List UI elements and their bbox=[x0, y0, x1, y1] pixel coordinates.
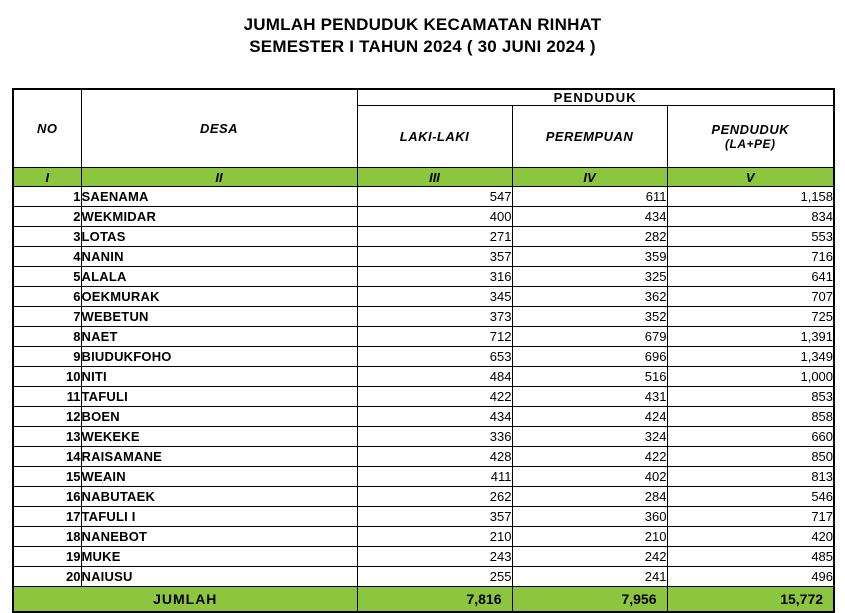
cell-total: 660 bbox=[667, 427, 834, 447]
cell-desa: MUKE bbox=[81, 547, 357, 567]
cell-no: 3 bbox=[13, 227, 81, 247]
table-row bbox=[13, 547, 834, 567]
cell-no: 4 bbox=[13, 247, 81, 267]
table-row bbox=[13, 227, 834, 247]
cell-perempuan: 434 bbox=[512, 207, 667, 227]
cell-no: 18 bbox=[13, 527, 81, 547]
cell-no: 13 bbox=[13, 427, 81, 447]
table-row bbox=[13, 187, 834, 207]
roman-no: I bbox=[13, 168, 81, 187]
header-penduduk-group: PENDUDUK bbox=[357, 89, 834, 106]
cell-laki-laki: 400 bbox=[357, 207, 512, 227]
cell-desa: WEKEKE bbox=[81, 427, 357, 447]
cell-total: 641 bbox=[667, 267, 834, 287]
cell-no: 11 bbox=[13, 387, 81, 407]
cell-laki-laki: 712 bbox=[357, 327, 512, 347]
population-table-container bbox=[12, 88, 833, 613]
header-row-1 bbox=[13, 89, 834, 106]
cell-laki-laki: 316 bbox=[357, 267, 512, 287]
cell-perempuan: 696 bbox=[512, 347, 667, 367]
document-title bbox=[0, 0, 845, 58]
title-line-1: JUMLAH PENDUDUK KECAMATAN RINHAT bbox=[243, 15, 602, 34]
cell-no: 20 bbox=[13, 567, 81, 587]
cell-desa: NANIN bbox=[81, 247, 357, 267]
cell-total: 853 bbox=[667, 387, 834, 407]
cell-perempuan: 362 bbox=[512, 287, 667, 307]
cell-desa: WEBETUN bbox=[81, 307, 357, 327]
cell-laki-laki: 411 bbox=[357, 467, 512, 487]
cell-total: 1,000 bbox=[667, 367, 834, 387]
header-total-sub: (LA+PE) bbox=[725, 137, 776, 151]
cell-laki-laki: 428 bbox=[357, 447, 512, 467]
table-footer bbox=[13, 587, 834, 613]
cell-laki-laki: 357 bbox=[357, 507, 512, 527]
table-row bbox=[13, 327, 834, 347]
cell-desa: NITI bbox=[81, 367, 357, 387]
header-total-main: PENDUDUK bbox=[711, 122, 790, 137]
cell-perempuan: 325 bbox=[512, 267, 667, 287]
table-row bbox=[13, 207, 834, 227]
cell-perempuan: 516 bbox=[512, 367, 667, 387]
cell-desa: OEKMURAK bbox=[81, 287, 357, 307]
cell-no: 1 bbox=[13, 187, 81, 207]
cell-desa: BOEN bbox=[81, 407, 357, 427]
cell-perempuan: 431 bbox=[512, 387, 667, 407]
cell-no: 12 bbox=[13, 407, 81, 427]
roman-perempuan: IV bbox=[512, 168, 667, 187]
cell-total: 1,391 bbox=[667, 327, 834, 347]
table-row bbox=[13, 467, 834, 487]
cell-desa: BIUDUKFOHO bbox=[81, 347, 357, 367]
cell-total: 546 bbox=[667, 487, 834, 507]
table-row bbox=[13, 267, 834, 287]
header-no: NO bbox=[13, 89, 81, 168]
cell-laki-laki: 484 bbox=[357, 367, 512, 387]
cell-laki-laki: 547 bbox=[357, 187, 512, 207]
cell-total: 850 bbox=[667, 447, 834, 467]
cell-laki-laki: 434 bbox=[357, 407, 512, 427]
cell-desa: TAFULI bbox=[81, 387, 357, 407]
cell-laki-laki: 243 bbox=[357, 547, 512, 567]
cell-no: 10 bbox=[13, 367, 81, 387]
cell-no: 15 bbox=[13, 467, 81, 487]
table-row bbox=[13, 367, 834, 387]
table-row bbox=[13, 307, 834, 327]
total-laki: 7,816 bbox=[357, 587, 512, 613]
cell-desa: WEKMIDAR bbox=[81, 207, 357, 227]
table-header bbox=[13, 89, 834, 187]
cell-perempuan: 424 bbox=[512, 407, 667, 427]
header-laki-laki: LAKI-LAKI bbox=[357, 106, 512, 168]
cell-perempuan: 402 bbox=[512, 467, 667, 487]
cell-total: 858 bbox=[667, 407, 834, 427]
cell-laki-laki: 210 bbox=[357, 527, 512, 547]
header-perempuan: PEREMPUAN bbox=[512, 106, 667, 168]
cell-laki-laki: 357 bbox=[357, 247, 512, 267]
cell-no: 16 bbox=[13, 487, 81, 507]
cell-laki-laki: 262 bbox=[357, 487, 512, 507]
cell-desa: ALALA bbox=[81, 267, 357, 287]
cell-perempuan: 242 bbox=[512, 547, 667, 567]
cell-total: 707 bbox=[667, 287, 834, 307]
cell-perempuan: 679 bbox=[512, 327, 667, 347]
cell-desa: NAET bbox=[81, 327, 357, 347]
cell-perempuan: 282 bbox=[512, 227, 667, 247]
cell-perempuan: 359 bbox=[512, 247, 667, 267]
cell-desa: NABUTAEK bbox=[81, 487, 357, 507]
cell-perempuan: 611 bbox=[512, 187, 667, 207]
cell-laki-laki: 422 bbox=[357, 387, 512, 407]
header-total bbox=[667, 106, 834, 168]
cell-total: 553 bbox=[667, 227, 834, 247]
cell-total: 485 bbox=[667, 547, 834, 567]
cell-perempuan: 210 bbox=[512, 527, 667, 547]
cell-no: 7 bbox=[13, 307, 81, 327]
cell-laki-laki: 653 bbox=[357, 347, 512, 367]
cell-desa: RAISAMANE bbox=[81, 447, 357, 467]
total-row bbox=[13, 587, 834, 613]
cell-total: 813 bbox=[667, 467, 834, 487]
cell-no: 9 bbox=[13, 347, 81, 367]
cell-total: 725 bbox=[667, 307, 834, 327]
header-desa: DESA bbox=[81, 89, 357, 168]
cell-no: 5 bbox=[13, 267, 81, 287]
cell-total: 717 bbox=[667, 507, 834, 527]
cell-desa: WEAIN bbox=[81, 467, 357, 487]
cell-laki-laki: 345 bbox=[357, 287, 512, 307]
cell-perempuan: 360 bbox=[512, 507, 667, 527]
cell-total: 420 bbox=[667, 527, 834, 547]
cell-total: 834 bbox=[667, 207, 834, 227]
cell-perempuan: 241 bbox=[512, 567, 667, 587]
cell-laki-laki: 271 bbox=[357, 227, 512, 247]
cell-no: 6 bbox=[13, 287, 81, 307]
cell-perempuan: 422 bbox=[512, 447, 667, 467]
table-row bbox=[13, 407, 834, 427]
table-row bbox=[13, 427, 834, 447]
cell-perempuan: 284 bbox=[512, 487, 667, 507]
table-row bbox=[13, 507, 834, 527]
cell-total: 1,158 bbox=[667, 187, 834, 207]
roman-numeral-row bbox=[13, 168, 834, 187]
table-body bbox=[13, 187, 834, 587]
table-row bbox=[13, 247, 834, 267]
table-row bbox=[13, 287, 834, 307]
cell-desa: TAFULI I bbox=[81, 507, 357, 527]
cell-no: 14 bbox=[13, 447, 81, 467]
table-row bbox=[13, 567, 834, 587]
cell-no: 17 bbox=[13, 507, 81, 527]
cell-desa: SAENAMA bbox=[81, 187, 357, 207]
cell-desa: NANEBOT bbox=[81, 527, 357, 547]
total-penduduk: 15,772 bbox=[667, 587, 834, 613]
roman-laki: III bbox=[357, 168, 512, 187]
table-row bbox=[13, 487, 834, 507]
cell-total: 1,349 bbox=[667, 347, 834, 367]
table-row bbox=[13, 527, 834, 547]
cell-total: 716 bbox=[667, 247, 834, 267]
roman-desa: II bbox=[81, 168, 357, 187]
table-row bbox=[13, 447, 834, 467]
cell-laki-laki: 373 bbox=[357, 307, 512, 327]
cell-perempuan: 324 bbox=[512, 427, 667, 447]
population-table bbox=[12, 88, 835, 613]
cell-laki-laki: 255 bbox=[357, 567, 512, 587]
total-perempuan: 7,956 bbox=[512, 587, 667, 613]
cell-perempuan: 352 bbox=[512, 307, 667, 327]
cell-desa: NAIUSU bbox=[81, 567, 357, 587]
table-row bbox=[13, 347, 834, 367]
cell-desa: LOTAS bbox=[81, 227, 357, 247]
cell-laki-laki: 336 bbox=[357, 427, 512, 447]
cell-no: 19 bbox=[13, 547, 81, 567]
total-label: JUMLAH bbox=[13, 587, 357, 613]
title-line-2: SEMESTER I TAHUN 2024 ( 30 JUNI 2024 ) bbox=[249, 37, 596, 56]
table-row bbox=[13, 387, 834, 407]
cell-total: 496 bbox=[667, 567, 834, 587]
cell-no: 2 bbox=[13, 207, 81, 227]
roman-total: V bbox=[667, 168, 834, 187]
cell-no: 8 bbox=[13, 327, 81, 347]
